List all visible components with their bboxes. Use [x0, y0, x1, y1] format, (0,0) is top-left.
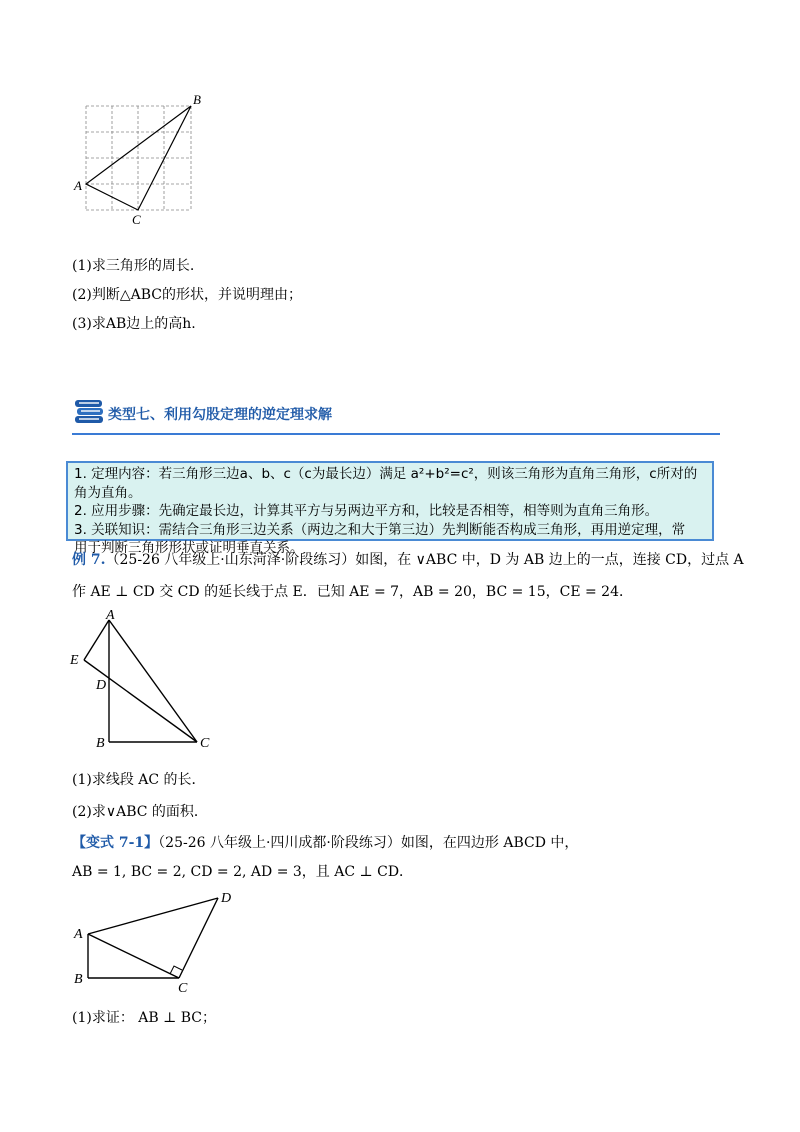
tip-line-1: 1. 定理内容：若三角形三边a、b、c（c为最长边）满足 a²+b²=c²，则该三角形为直角三角形，c所对的 [74, 466, 698, 482]
figure-grid-triangle [70, 90, 220, 230]
label-D: D [221, 891, 232, 906]
label-A: A [74, 927, 83, 942]
section-divider [72, 433, 720, 435]
label-C: C [178, 981, 188, 996]
variant-tag: 【变式 7-1】 [72, 835, 159, 851]
tip-line-4: 3. 关联知识：需结合三角形三边关系（两边之和大于第三边）先判断能否构成三角形，再用逆定理，常 [74, 521, 686, 538]
example-7-question-2: (2)求∨ABC 的面积． [72, 804, 208, 820]
label-D: D [96, 678, 107, 693]
example-tag: 例 7. [72, 552, 106, 568]
label-B: B [74, 972, 83, 987]
example-7-line-2: 作 AE ⊥ CD 交 CD 的延长线于点 E．已知 AE = 7，AB = 20，BC = 15，CE = 24． [72, 584, 633, 600]
variant-line-2: AB = 1, BC = 2, CD = 2, AD = 3，且 AC ⊥ CD． [72, 864, 414, 880]
question-1-2: (2)判断△ABC的形状，并说明理由； [72, 287, 302, 303]
tip-line-3: 2. 应用步骤：先确定最长边，计算其平方与另两边平方和，比较是否相等，相等则为直角三角形。 [74, 503, 659, 519]
label-A: A [74, 178, 82, 193]
section-title: 类型七、利用勾股定理的逆定理求解 [108, 407, 332, 423]
tip-line-2: 角为直角。 [74, 484, 142, 501]
example-7-text-1: （25-26 八年级上·山东菏泽·阶段练习）如图，在 ∨ABC 中，D 为 AB 边上的一点，连接 CD，过点 A [105, 552, 744, 568]
label-B: B [193, 92, 201, 107]
tip-box [66, 461, 714, 556]
variant-question-1: (1)求证： AB ⊥ BC； [72, 1010, 217, 1026]
label-C: C [132, 212, 141, 227]
question-1-3: (3)求AB边上的高h. [72, 316, 196, 332]
variant-text-1: （25-26 八年级上·四川成都·阶段练习）如图，在四边形 ABCD 中， [158, 835, 579, 851]
label-E: E [70, 653, 79, 668]
label-B: B [96, 736, 105, 751]
books-icon [72, 396, 106, 426]
figure-quadrilateral-abcd [66, 886, 246, 996]
example-7-line-1 [72, 550, 744, 570]
tip-line-5: 用于判断三角形形状或证明垂直关系。 [74, 540, 304, 556]
example-7-question-1: (1)求线段 AC 的长． [72, 772, 206, 788]
variant-line-1 [72, 833, 578, 853]
figure-triangle-abc-e [66, 608, 226, 753]
label-C: C [200, 736, 210, 751]
question-1-1: (1)求三角形的周长. [72, 258, 195, 274]
label-A: A [106, 608, 115, 623]
